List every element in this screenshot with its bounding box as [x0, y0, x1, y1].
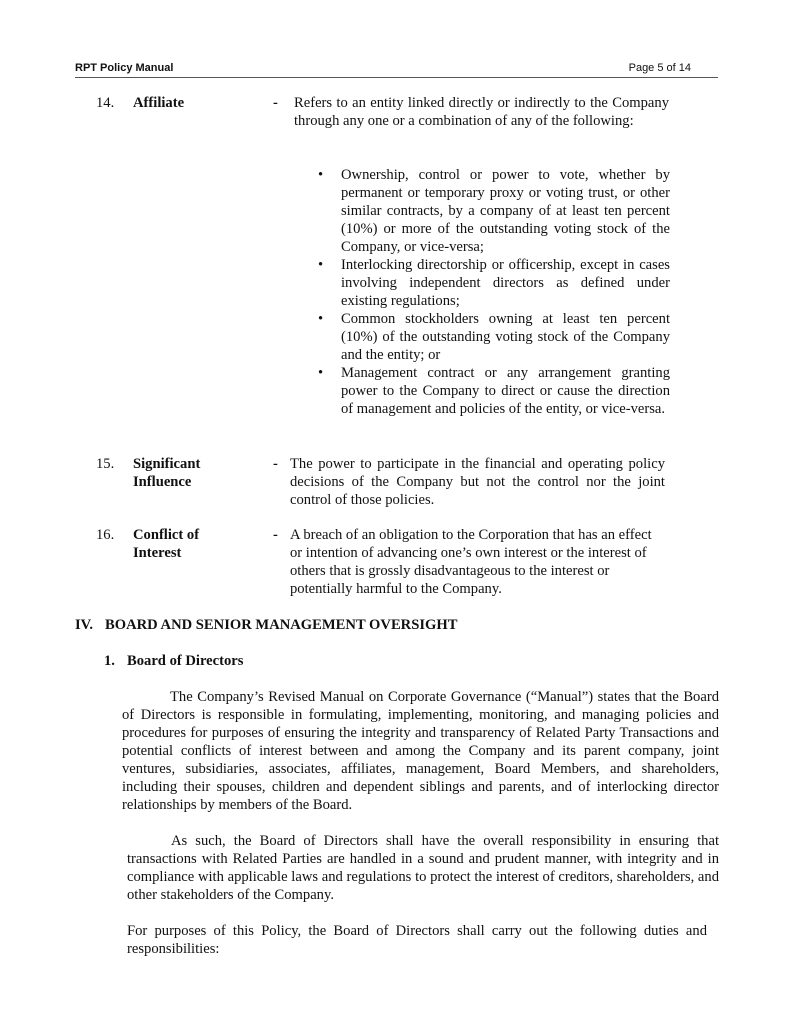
page-header [75, 60, 718, 78]
definition-text: A breach of an obligation to the Corporation that has an effect or intention of advancing one’s own interest or the interest of others that is grossly disadvantageous to the interest or potentially harmful to the Company. [290, 527, 652, 597]
subsection-number: 1. [104, 653, 115, 669]
definition-term: Significant Influence [133, 456, 201, 490]
page-number: Page 5 of 14 [628, 62, 691, 74]
affiliate-bullet-list [316, 166, 670, 418]
body-paragraph: As such, the Board of Directors shall have the overall responsibility in ensuring that transactions with Related Parties are handled in a sound and prudent manner, with integrity and in compliance with applicable laws and regulations to protect the interest of creditors, shareholders, and other stakeholders of the Company. [127, 833, 719, 903]
definition-dash: - [273, 527, 278, 543]
bullet-item: • Ownership, control or power to vote, whether by permanent or temporary proxy or voting trust, or other similar contracts, by a company of at least ten percent (10%) or more of the outstanding voting stock of the Company, or vice-versa; [316, 166, 670, 256]
section-numeral: IV. [75, 617, 93, 633]
definition-term: Affiliate [133, 95, 185, 111]
section-heading [75, 616, 457, 634]
definition-number: 16. [96, 527, 115, 543]
bullet-item: • Management contract or any arrangement granting power to the Company to direct or cause the direction of management and policies of the entity, or vice-versa. [316, 364, 670, 418]
definition-term: Conflict of Interest [133, 527, 200, 561]
body-paragraph: The Company’s Revised Manual on Corporate Governance (“Manual”) states that the Board of Directors is responsible in formulating, implementing, monitoring, and managing policies and procedures for purposes of ensuring the integrity and transparency of Related Party Transactions and potential conflicts of interest between and among the Company and its parent company, joint ventures, subsidiaries, associates, affiliates, management, Board Members, and shareholders, including their spouses, children and dependent siblings and parents, and of interlocking director relationships by members of the Board. [122, 689, 719, 813]
bullet-item: • Interlocking directorship or officership, except in cases involving independent directors as defined under existing regulations; [316, 256, 670, 310]
definition-dash: - [273, 456, 278, 472]
definition-number: 14. [96, 95, 115, 111]
bullet-item: • Common stockholders owning at least ten percent (10%) of the outstanding voting stock of the Company and the entity; or [316, 310, 670, 364]
body-paragraph: For purposes of this Policy, the Board of Directors shall carry out the following duties and responsibilities: [127, 923, 707, 957]
subsection-title: Board of Directors [127, 653, 244, 669]
document-title: RPT Policy Manual [75, 62, 174, 74]
definition-dash: - [273, 95, 278, 111]
definition-number: 15. [96, 456, 115, 472]
definition-text: Refers to an entity linked directly or indirectly to the Company through any one or a combination of any of the following: [294, 95, 669, 129]
subsection-heading [104, 652, 243, 670]
section-title: BOARD AND SENIOR MANAGEMENT OVERSIGHT [105, 617, 458, 633]
definition-text: The power to participate in the financial and operating policy decisions of the Company but not the control nor the joint control of those policies. [290, 456, 665, 508]
